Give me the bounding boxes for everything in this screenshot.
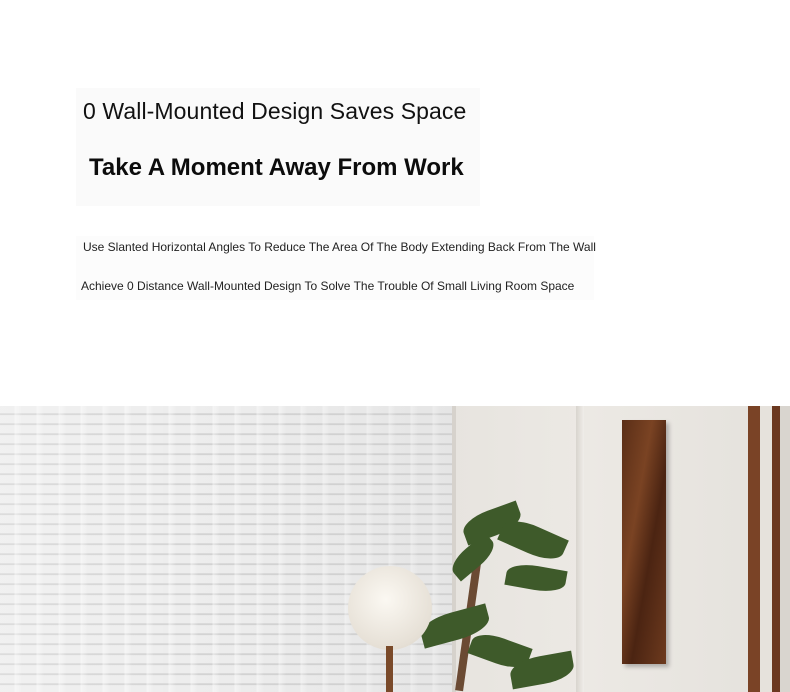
- subheadline: Take A Moment Away From Work: [89, 154, 464, 181]
- room-photo: [0, 406, 790, 692]
- wall-edge: [452, 406, 456, 692]
- description-line-2: Achieve 0 Distance Wall-Mounted Design To Solve The Trouble Of Small Living Room Space: [81, 279, 575, 293]
- headline: 0 Wall-Mounted Design Saves Space: [83, 98, 467, 124]
- wall-artwork: [622, 420, 666, 664]
- lamp-globe: [348, 566, 432, 650]
- door-frame: [748, 406, 790, 692]
- description-line-1: Use Slanted Horizontal Angles To Reduce The Area Of The Body Extending Back From The Wall: [83, 240, 596, 254]
- wall-corner: [576, 406, 584, 692]
- lamp-pole: [386, 646, 393, 692]
